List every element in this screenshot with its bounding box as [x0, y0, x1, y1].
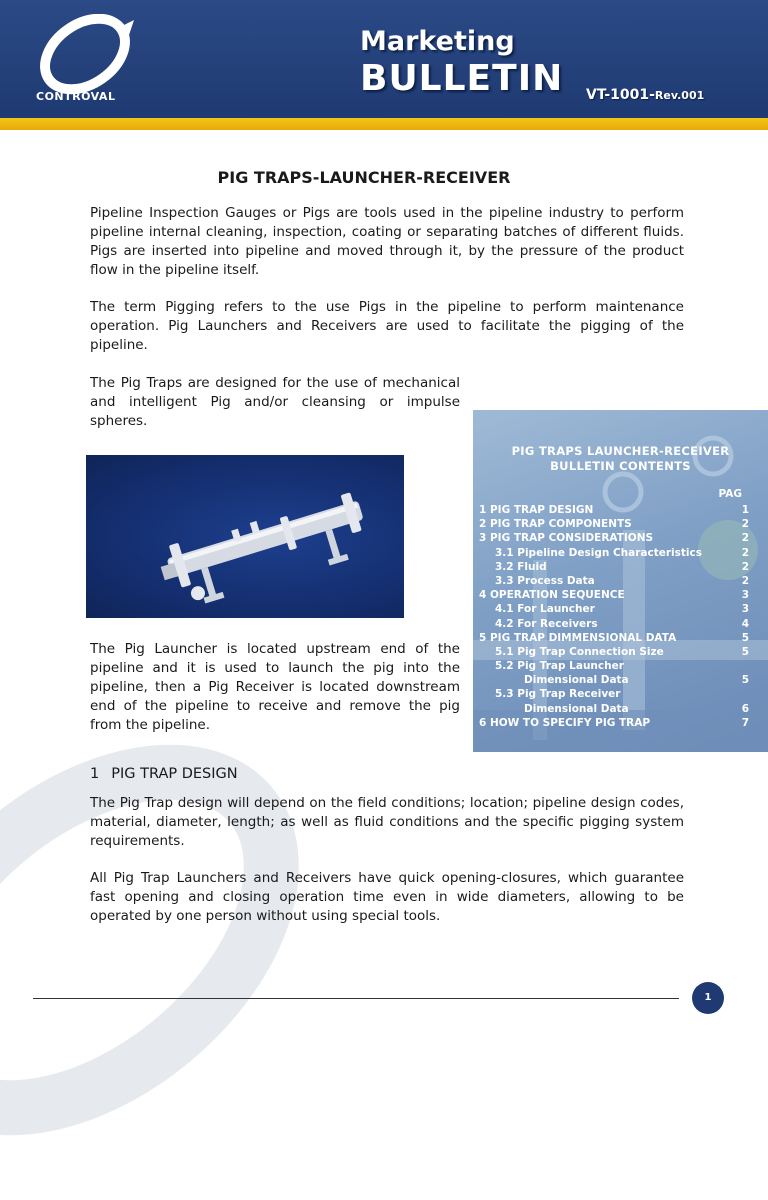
contents-entry [479, 659, 749, 673]
contents-entry-label: 4 OPERATION SEQUENCE [479, 589, 625, 602]
contents-entry-page: 5 [741, 631, 749, 644]
contents-entry-page: 5 [741, 645, 749, 658]
contents-entry-page: 5 [741, 674, 749, 687]
contents-entry-page: 2 [741, 574, 749, 587]
section-1-number: 1 [90, 766, 100, 782]
contents-entry [479, 531, 749, 545]
contents-entry-page: 2 [741, 546, 749, 559]
contents-entry [479, 588, 749, 602]
intro-paragraph-2: The term Pigging refers to the use Pigs in the pipeline to perform maintenance operation. Pig Launchers and Receivers are used to facilitate the pigging of the pipeline. [90, 299, 684, 353]
contents-entry-label: 1 PIG TRAP DESIGN [479, 504, 594, 516]
contents-entry [479, 517, 749, 531]
contents-entry [479, 702, 749, 716]
bulletin-title-line2: BULLETIN [360, 58, 564, 99]
contents-entry-page: 6 [741, 702, 749, 715]
section-1-title: PIG TRAP DESIGN [111, 766, 238, 782]
contents-entry-label: Dimensional Data [524, 702, 629, 715]
contents-list [479, 503, 749, 730]
contents-entry [479, 673, 749, 687]
bulletin-title-line1: Marketing [360, 26, 515, 57]
document-code [586, 87, 704, 103]
section-1-paragraph-1: The Pig Trap design will depend on the field conditions; location; pipeline design codes, material, diameter, length; as well as fluid conditions and the specific pigging system requirements. [90, 795, 684, 849]
contents-entry-label: 3 PIG TRAP CONSIDERATIONS [479, 532, 654, 545]
intro-paragraph-4: The Pig Launcher is located upstream end of the pipeline and it is used to launch the pig into the pipeline, then a Pig Receiver is located downstream end of the pipeline to receive and remove the pig from the pipeline. [90, 641, 460, 733]
footer-rule [33, 998, 679, 999]
bulletin-contents-box [473, 410, 768, 752]
contents-entry-label: 2 PIG TRAP COMPONENTS [479, 518, 632, 531]
doc-revision: Rev.001 [654, 89, 705, 102]
contents-entry-page: 2 [741, 518, 749, 531]
contents-entry-page: 4 [741, 617, 749, 630]
contents-entry [479, 503, 749, 517]
contents-entry-page: 1 [741, 504, 749, 516]
contents-page-header: PAG [718, 488, 742, 500]
contents-title-line1: PIG TRAPS LAUNCHER-RECEIVER [511, 444, 730, 458]
header-stripe [0, 118, 768, 130]
intro-paragraph-1: Pipeline Inspection Gauges or Pigs are tools used in the pipeline industry to perform pipeline internal cleaning, inspection, coating or separating batches of different fluids. Pigs are inserted into pipeline and moved through it, by the pressure of the product flow in the pipeline itself. [90, 205, 684, 278]
page-number-badge: 1 [692, 982, 724, 1014]
contents-entry-page: 2 [741, 560, 749, 573]
contents-entry [479, 574, 749, 588]
contents-title [473, 444, 768, 474]
document-title: PIG TRAPS-LAUNCHER-RECEIVER [217, 168, 511, 187]
contents-entry [479, 617, 749, 631]
contents-entry-label: 4.1 For Launcher [495, 603, 595, 616]
contents-entry-label: 5 PIG TRAP DIMMENSIONAL DATA [479, 631, 677, 644]
contents-entry-page: 2 [741, 532, 749, 545]
section-1-paragraph-2: All Pig Trap Launchers and Receivers have quick opening-closures, which guarantee fast opening and closing operation time even in wide diameters, allowing to be operated by one person without using special tools. [90, 870, 684, 924]
contents-entry [479, 602, 749, 616]
intro-paragraph-3: The Pig Traps are designed for the use of mechanical and intelligent Pig and/or cleansing or impulse spheres. [90, 375, 460, 429]
contents-entry [479, 631, 749, 645]
header-banner [0, 0, 768, 118]
brand-name: CONTROVAL [36, 90, 116, 103]
contents-entry-label: 4.2 For Receivers [495, 617, 598, 630]
contents-entry [479, 716, 749, 730]
contents-entry [479, 645, 749, 659]
contents-entry-label: 5.1 Pig Trap Connection Size [495, 645, 664, 658]
contents-entry-label: 3.3 Process Data [495, 574, 595, 587]
doc-code-number: VT-1001- [586, 87, 655, 103]
contents-entry-page: 3 [741, 589, 749, 602]
pig-trap-illustration [86, 455, 404, 618]
contents-entry-label: 6 HOW TO SPECIFY PIG TRAP [479, 716, 651, 729]
contents-entry [479, 560, 749, 574]
contents-title-line2: BULLETIN CONTENTS [550, 459, 691, 473]
contents-entry [479, 546, 749, 560]
contents-entry-label: Dimensional Data [524, 674, 629, 687]
contents-entry-label: 5.2 Pig Trap Launcher [495, 660, 624, 673]
contents-entry-page: 3 [741, 603, 749, 616]
contents-entry-page: 7 [741, 716, 749, 729]
contents-entry-label: 3.2 Fluid [495, 560, 547, 573]
section-1-heading [90, 766, 238, 782]
contents-entry-label: 3.1 Pipeline Design Characteristics [495, 546, 702, 559]
contents-entry [479, 687, 749, 701]
pig-trap-photo [86, 455, 404, 618]
contents-entry-label: 5.3 Pig Trap Receiver [495, 688, 621, 701]
